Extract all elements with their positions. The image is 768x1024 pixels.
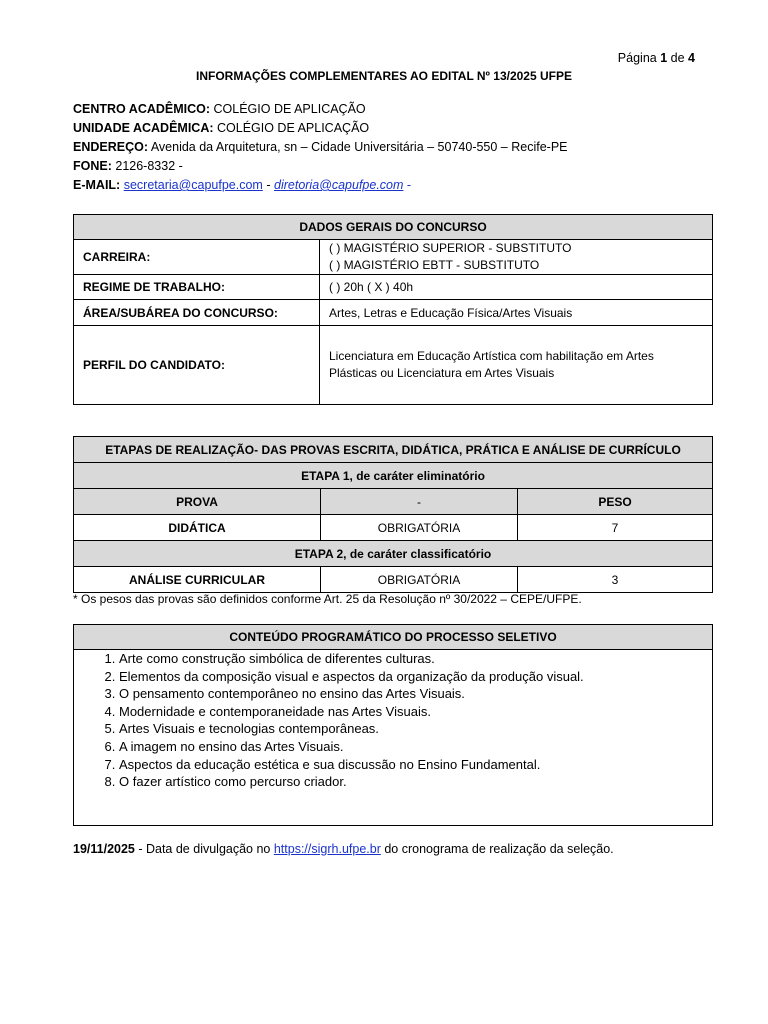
dados-gerais-table — [73, 214, 713, 405]
list-item: 5. Artes Visuais e tecnologias contemporâneas. — [119, 720, 703, 738]
prova-cell: DIDÁTICA — [74, 515, 321, 541]
centro-row: CENTRO ACADÊMICO: COLÉGIO DE APLICAÇÃO — [73, 102, 366, 116]
conteudo-table — [73, 624, 713, 826]
document-title: INFORMAÇÕES COMPLEMENTARES AO EDITAL Nº 13/2025 UFPE — [196, 69, 572, 83]
tipo-cell: OBRIGATÓRIA — [321, 567, 518, 593]
list-item: 8. O fazer artístico como percurso criador. — [119, 773, 703, 791]
footer-line: 19/11/2025 - Data de divulgação no https://sigrh.ufpe.br do cronograma de realização da seleção. — [73, 842, 614, 856]
etapa1-header: ETAPA 1, de caráter eliminatório — [74, 463, 713, 489]
list-item: 4. Modernidade e contemporaneidade nas Artes Visuais. — [119, 703, 703, 721]
email-secretaria-link[interactable]: secretaria@capufpe.com — [123, 178, 263, 192]
fone-row: FONE: 2126-8332 - — [73, 159, 183, 173]
list-item: 1. Arte como construção simbólica de diferentes culturas. — [119, 650, 703, 668]
list-item: 2. Elementos da composição visual e aspectos da organização da produção visual. — [119, 668, 703, 686]
conteudo-header: CONTEÚDO PROGRAMÁTICO DO PROCESSO SELETIVO — [74, 625, 713, 650]
area-value: Artes, Letras e Educação Física/Artes Visuais — [320, 300, 713, 326]
endereco-row: ENDEREÇO: Avenida da Arquitetura, sn – Cidade Universitária – 50740-550 – Recife-PE — [73, 140, 568, 154]
col-peso-header: PESO — [518, 489, 713, 515]
table-row — [74, 515, 713, 541]
conteudo-list-cell — [74, 650, 713, 826]
conteudo-list — [74, 650, 703, 791]
dados-header: DADOS GERAIS DO CONCURSO — [74, 215, 713, 240]
sigrh-link[interactable]: https://sigrh.ufpe.br — [273, 842, 381, 856]
list-item: 6. A imagem no ensino das Artes Visuais. — [119, 738, 703, 756]
table-row — [74, 567, 713, 593]
etapas-header: ETAPAS DE REALIZAÇÃO- DAS PROVAS ESCRITA, DIDÁTICA, PRÁTICA E ANÁLISE DE CURRÍCULO — [74, 437, 713, 463]
tipo-cell: OBRIGATÓRIA — [321, 515, 518, 541]
email-diretoria-link[interactable]: diretoria@capufpe.com — [274, 178, 404, 192]
carreira-options: ( ) MAGISTÉRIO SUPERIOR - SUBSTITUTO ( ) MAGISTÉRIO EBTT - SUBSTITUTO — [320, 240, 713, 275]
etapa2-header: ETAPA 2, de caráter classificatório — [74, 541, 713, 567]
perfil-label: PERFIL DO CANDIDATO: — [74, 326, 320, 405]
area-label: ÁREA/SUBÁREA DO CONCURSO: — [74, 300, 320, 326]
etapas-table — [73, 436, 713, 593]
regime-value: ( ) 20h ( X ) 40h — [320, 275, 713, 300]
col-mid-header: - — [321, 489, 518, 515]
perfil-value: Licenciatura em Educação Artística com habilitação em Artes Plásticas ou Licenciatura em Artes Visuais — [320, 326, 713, 405]
unidade-row: UNIDADE ACADÊMICA: COLÉGIO DE APLICAÇÃO — [73, 121, 370, 135]
regime-label: REGIME DE TRABALHO: — [74, 275, 320, 300]
email-row: E-MAIL: secretaria@capufpe.com - diretoria@capufpe.com - — [73, 178, 412, 192]
peso-cell: 7 — [518, 515, 713, 541]
prova-cell: ANÁLISE CURRICULAR — [74, 567, 321, 593]
col-prova-header: PROVA — [74, 489, 321, 515]
list-item: 7. Aspectos da educação estética e sua discussão no Ensino Fundamental. — [119, 756, 703, 774]
weights-note: * Os pesos das provas são definidos conforme Art. 25 da Resolução nº 30/2022 – CEPE/UFPE. — [73, 592, 582, 606]
carreira-label: CARREIRA: — [74, 240, 320, 275]
peso-cell: 3 — [518, 567, 713, 593]
list-item: 3. O pensamento contemporâneo no ensino das Artes Visuais. — [119, 685, 703, 703]
page-number: Página 1 de 4 — [617, 51, 695, 65]
institution-info — [73, 100, 568, 195]
footer-date: 19/11/2025 — [73, 842, 135, 856]
